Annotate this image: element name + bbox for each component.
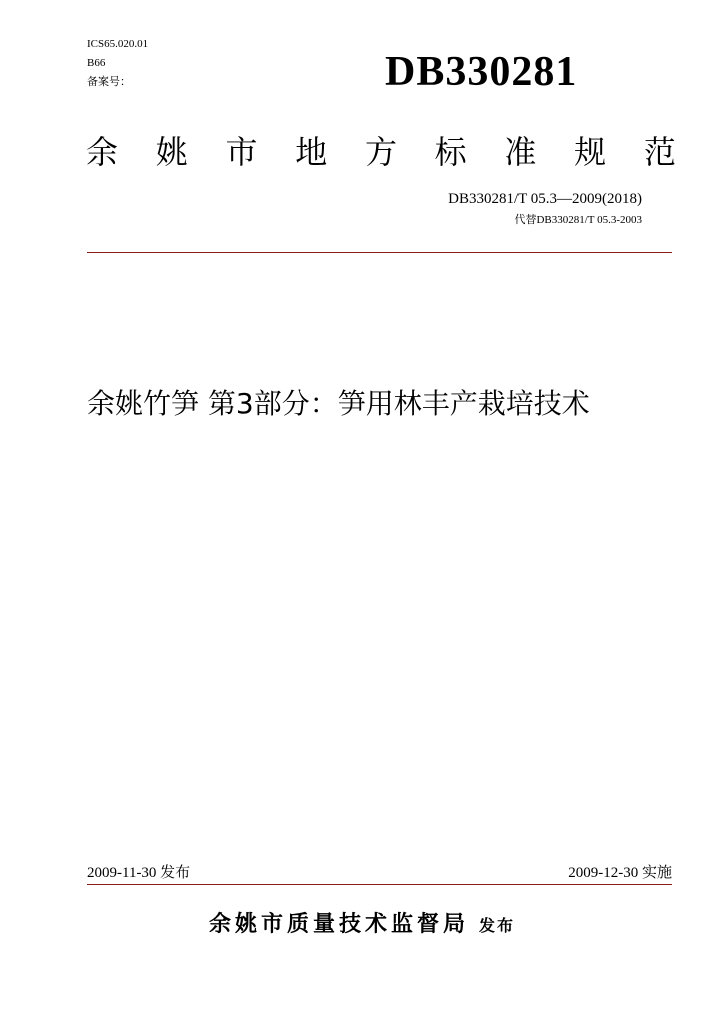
standard-type-char: 余 xyxy=(86,133,119,171)
standard-type-char: 地 xyxy=(295,133,328,171)
standard-type-char: 范 xyxy=(643,133,676,171)
ccs-code: B66 xyxy=(87,57,106,69)
top-divider xyxy=(87,252,672,253)
standard-type-char: 方 xyxy=(364,133,397,171)
document-title: 余姚竹笋 第3部分：笋用林丰产栽培技术 xyxy=(87,387,590,420)
issuing-authority: 余姚市质量技术监督局 xyxy=(208,912,469,937)
standard-number: DB330281/T 05.3—2009(2018) xyxy=(448,191,642,207)
standard-type-char: 规 xyxy=(574,133,607,171)
replaces-standard: 代替DB330281/T 05.3-2003 xyxy=(514,214,642,226)
standard-type-char: 市 xyxy=(225,133,258,171)
publish-date: 2009-11-30 发布 xyxy=(87,865,191,881)
ics-code: ICS65.020.01 xyxy=(87,38,149,50)
standard-type-title xyxy=(86,132,676,172)
record-number-label: 备案号： xyxy=(87,75,131,88)
standard-type-char: 标 xyxy=(434,133,467,171)
bottom-divider xyxy=(87,884,672,885)
standard-type-char: 准 xyxy=(504,133,537,171)
issuer-line xyxy=(0,910,724,941)
effective-date: 2009-12-30 实施 xyxy=(568,865,672,881)
issue-label: 发布 xyxy=(479,916,516,935)
standard-type-char: 姚 xyxy=(155,133,188,171)
standard-code: DB330281 xyxy=(385,49,578,95)
